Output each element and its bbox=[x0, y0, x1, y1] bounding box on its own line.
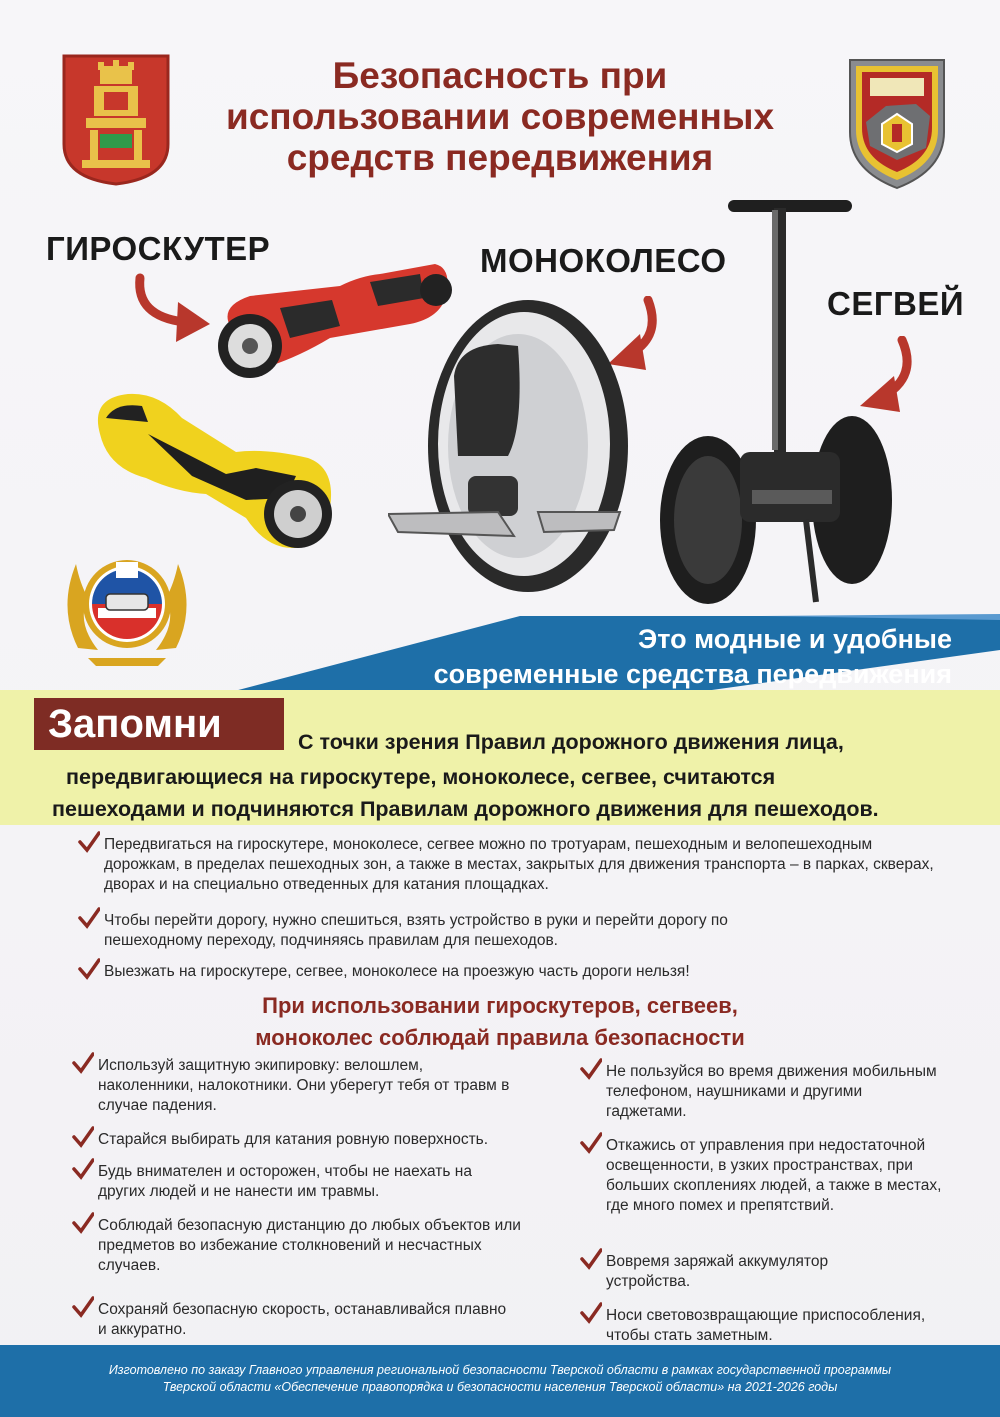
footer-line-1: Изготовлено по заказу Главного управления региональной безопасности Тверской области в рамках государственной программы bbox=[108, 1363, 892, 1377]
remember-line-2: передвигающиеся на гироскутере, моноколесе, сегвее, считаются bbox=[66, 765, 776, 789]
check-icon bbox=[580, 1248, 602, 1270]
curved-arrow-icon bbox=[128, 272, 218, 352]
yellow-hoverboard-image bbox=[86, 388, 338, 558]
page-title: Безопасность при использовании современных средств передвижения bbox=[225, 55, 775, 178]
remember-label: Запомни bbox=[34, 698, 284, 750]
check-icon bbox=[580, 1132, 602, 1154]
banner-line-1: Это модные и удобные bbox=[638, 624, 952, 654]
safety-item: Откажись от управления при недостаточной освещенности, в узких пространствах, при больших скоплениях людей, а также в местах, где много помех и препятствий. bbox=[606, 1136, 951, 1216]
safety-item: Не пользуйся во время движения мобильным телефоном, наушниками и другими гаджетами. bbox=[606, 1062, 946, 1122]
safety-item: Используй защитную экипировку: велошлем, наколенники, налокотники. Они уберегут тебя от травм в случае падения. bbox=[98, 1056, 518, 1116]
check-icon bbox=[580, 1302, 602, 1324]
check-icon bbox=[72, 1296, 94, 1318]
safety-heading-line-1: При использовании гироскутеров, сегвеев, bbox=[262, 993, 738, 1018]
safety-heading bbox=[200, 990, 800, 1054]
check-icon bbox=[78, 831, 100, 853]
safety-item: Старайся выбирать для катания ровную поверхность. bbox=[98, 1130, 558, 1150]
safety-heading-line-2: моноколес соблюдай правила безопасности bbox=[255, 1025, 745, 1050]
banner-line-2: современные средства передвижения bbox=[433, 659, 952, 689]
check-icon bbox=[78, 958, 100, 980]
tver-coat-of-arms-icon bbox=[60, 52, 172, 188]
check-icon bbox=[78, 907, 100, 929]
segway-label: СЕГВЕЙ bbox=[827, 285, 965, 322]
safety-item: Будь внимателен и осторожен, чтобы не наехать на других людей и не нанести им травмы. bbox=[98, 1162, 518, 1202]
check-icon bbox=[72, 1158, 94, 1180]
monowheel-label: МОНОКОЛЕСО bbox=[480, 242, 727, 279]
regional-security-badge-icon bbox=[846, 52, 948, 192]
rule-item: Выезжать на гироскутере, сегвее, моноколесе на проезжую часть дороги нельзя! bbox=[104, 962, 884, 982]
gyroscooter-label: ГИРОСКУТЕР bbox=[46, 230, 271, 267]
check-icon bbox=[72, 1052, 94, 1074]
footer-credit bbox=[30, 1362, 970, 1396]
safety-item: Вовремя заряжай аккумулятор устройства. bbox=[606, 1252, 896, 1292]
check-icon bbox=[72, 1126, 94, 1148]
monowheel-image bbox=[388, 296, 630, 596]
footer-line-2: Тверской области «Обеспечение правопорядка и безопасности населения Тверской области» на 2021-2026 годы bbox=[162, 1380, 838, 1394]
safety-item: Носи световозвращающие приспособления, чтобы стать заметным. bbox=[606, 1306, 951, 1346]
remember-line-3: пешеходами и подчиняются Правилам дорожного движения для пешеходов. bbox=[52, 797, 879, 821]
safety-item: Соблюдай безопасную дистанцию до любых объектов или предметов во избежание столкновений и несчастных случаев. bbox=[98, 1216, 543, 1276]
rule-item: Передвигаться на гироскутере, моноколесе, сегвее можно по тротуарам, пешеходным и велопешеходным дорожкам, в пределах пешеходных зон, а также в местах, закрытых для движения транспорта – в парках, скверах, дворах и на специально отведенных для катания площадках. bbox=[104, 835, 944, 895]
safety-item: Сохраняй безопасную скорость, останавливайся плавно и аккуратно. bbox=[98, 1300, 508, 1340]
modern-transport-banner bbox=[312, 622, 952, 692]
check-icon bbox=[580, 1058, 602, 1080]
remember-line-1: С точки зрения Правил дорожного движения лица, bbox=[298, 730, 844, 754]
segway-image bbox=[656, 190, 900, 610]
rule-item: Чтобы перейти дорогу, нужно спешиться, взять устройство в руки и перейти дорогу по пешеходному переходу, подчиняясь правилам для пешеходов. bbox=[104, 911, 824, 951]
check-icon bbox=[72, 1212, 94, 1234]
